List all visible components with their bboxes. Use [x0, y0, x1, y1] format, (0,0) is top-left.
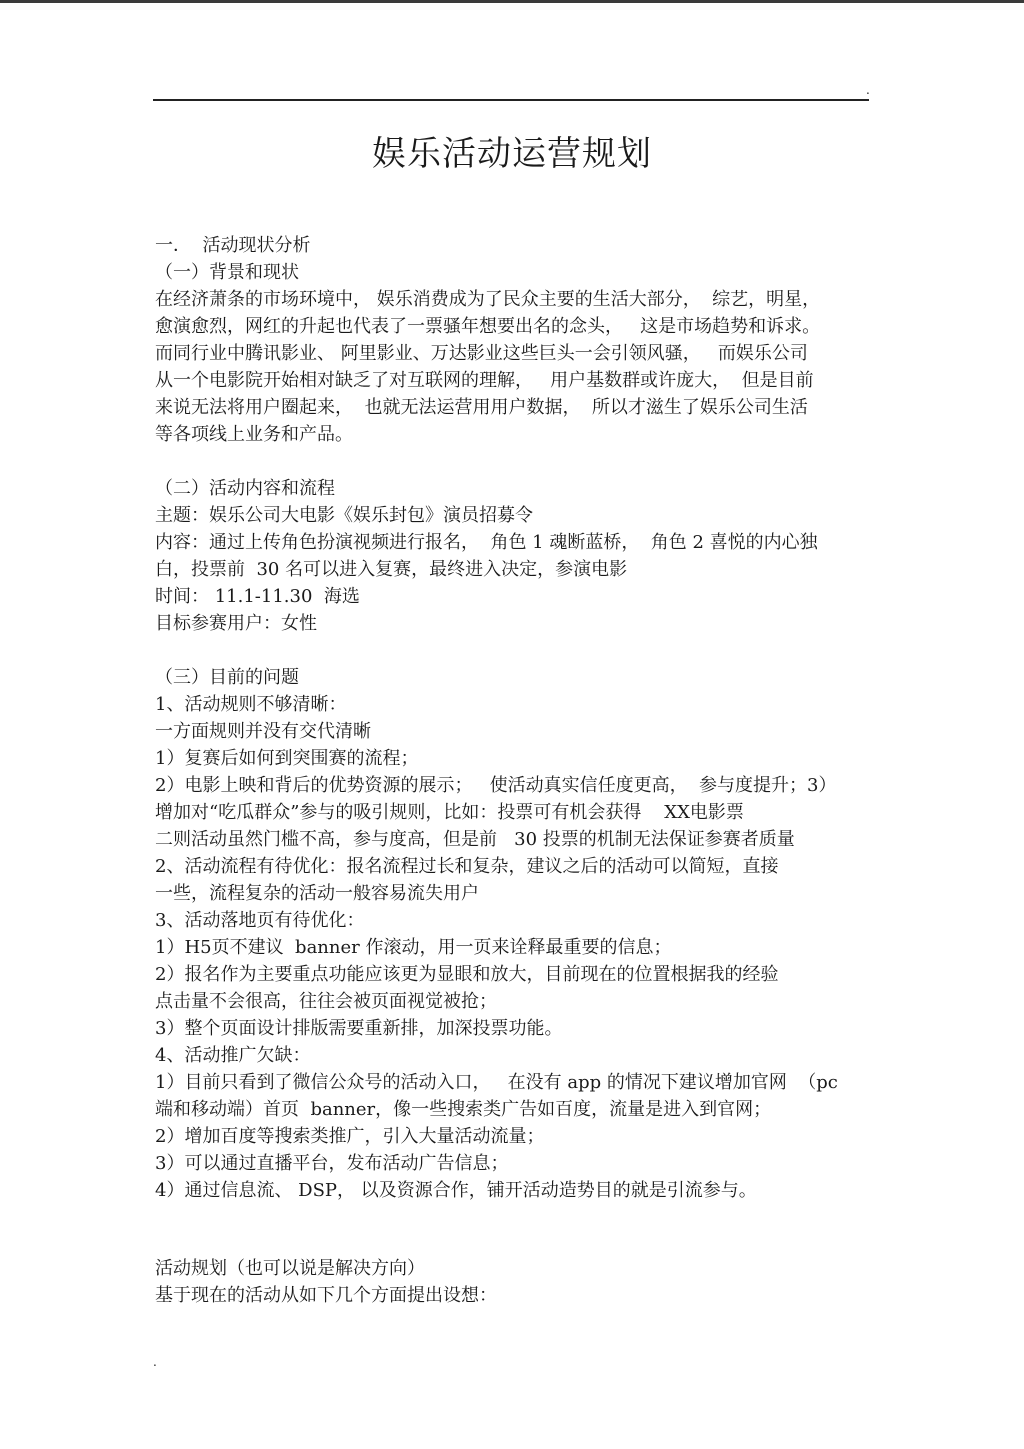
body-line: 3）可以通过直播平台，发布活动广告信息；: [155, 1153, 509, 1174]
body-line: 1）H5页不建议 banner 作滚动，用一页来诠释最重要的信息；: [155, 937, 672, 958]
body-line: 内容：通过上传角色扮演视频进行报名， 角色 1 魂断蓝桥， 角色 2 喜悦的内心独: [155, 532, 818, 553]
body-line: 4、活动推广欠缺：: [155, 1045, 311, 1066]
body-line: 一些，流程复杂的活动一般容易流失用户: [155, 883, 479, 904]
header-rule: [153, 99, 869, 101]
body-line: 时间： 11.1-11.30 海选: [155, 586, 360, 607]
body-line: 基于现在的活动从如下几个方面提出设想：: [155, 1285, 497, 1306]
body-line: 4）通过信息流、 DSP， 以及资源合作，铺开活动造势目的就是引流参与。: [155, 1180, 757, 1201]
section-heading-planning: 活动规划（也可以说是解决方向）: [155, 1258, 425, 1279]
section-heading-1: 一． 活动现状分析: [155, 235, 311, 256]
body-line: 白，投票前 30 名可以进入复赛，最终进入决定，参演电影: [155, 559, 628, 580]
body-line: 等各项线上业务和产品。: [155, 424, 353, 445]
body-line: 3、活动落地页有待优化：: [155, 910, 365, 931]
footer-mark: .: [153, 1355, 157, 1369]
body-line: 增加对“吃瓜群众”参与的吸引规则，比如：投票可有机会获得 XX电影票: [155, 802, 744, 823]
body-line: 二则活动虽然门槛不高，参与度高，但是前 30 投票的机制无法保证参赛者质量: [155, 829, 795, 850]
body-line: 点击量不会很高，往往会被页面视觉被抢；: [155, 991, 497, 1012]
body-line: 2）电影上映和背后的优势资源的展示； 使活动真实信任度更高， 参与度提升；3）: [155, 775, 837, 796]
subsection-heading-content: （二）活动内容和流程: [155, 478, 335, 499]
body-line: 端和移动端）首页 banner，像一些搜索类广告如百度，流量是进入到官网；: [155, 1099, 772, 1120]
body-line: 目标参赛用户：女性: [155, 613, 317, 634]
subsection-heading-problems: （三）目前的问题: [155, 667, 299, 688]
body-line: 2）报名作为主要重点功能应该更为显眼和放大，目前现在的位置根据我的经验: [155, 964, 779, 985]
page-top-border: [0, 0, 1024, 3]
body-line: 一方面规则并没有交代清晰: [155, 721, 371, 742]
body-line: 2）增加百度等搜索类推广，引入大量活动流量；: [155, 1126, 545, 1147]
body-line: 1）复赛后如何到突围赛的流程；: [155, 748, 419, 769]
subsection-heading-background: （一）背景和现状: [155, 262, 299, 283]
body-line: 主题：娱乐公司大电影《娱乐封包》演员招募令: [155, 505, 533, 526]
body-line: 从一个电影院开始相对缺乏了对互联网的理解， 用户基数群或许庞大， 但是目前: [155, 370, 814, 391]
header-mark: .: [866, 83, 870, 97]
body-line: 2、活动流程有待优化：报名流程过长和复杂，建议之后的活动可以简短，直接: [155, 856, 779, 877]
body-line: 愈演愈烈，网红的升起也代表了一票骚年想要出名的念头， 这是市场趋势和诉求。: [155, 316, 821, 337]
body-line: 而同行业中腾讯影业、 阿里影业、万达影业这些巨头一会引领风骚， 而娱乐公司: [155, 343, 808, 364]
document-title: 娱乐活动运营规划: [372, 134, 652, 174]
body-line: 3）整个页面设计排版需要重新排，加深投票功能。: [155, 1018, 563, 1039]
body-line: 1）目前只看到了微信公众号的活动入口， 在没有 app 的情况下建议增加官网 （pc: [155, 1072, 838, 1093]
body-line: 1、活动规则不够清晰：: [155, 694, 347, 715]
body-line: 来说无法将用户圈起来， 也就无法运营用用户数据， 所以才滋生了娱乐公司生活: [155, 397, 808, 418]
body-line: 在经济萧条的市场环境中， 娱乐消费成为了民众主要的生活大部分， 综艺，明星，: [155, 289, 821, 310]
